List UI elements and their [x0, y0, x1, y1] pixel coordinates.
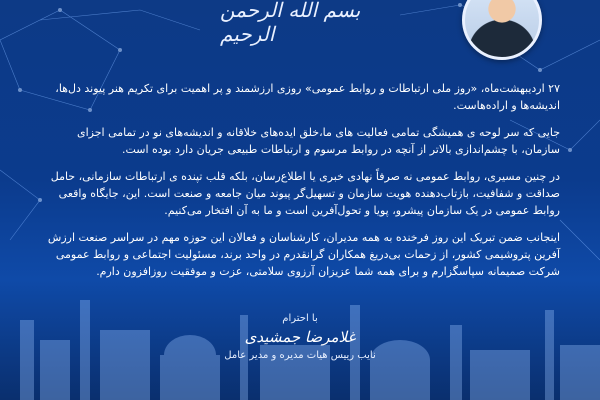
paragraph-1: ۲۷ اردیبهشت‌ماه، «روز ملی ارتباطات و روابط عمومی» روزی ارزشمند و پر اهمیت برای تکریم هنر پیوند دل‌ها، اندیشه‌ها و اراده‌هاست. [55, 82, 560, 112]
regards-text: با احترام [282, 313, 318, 324]
signature-name: غلامرضا جمشیدی [244, 328, 356, 346]
basmala-calligraphy: بسم الله الرحمن الرحیم [220, 0, 361, 46]
ceo-portrait [462, 0, 542, 60]
paragraph-4: اینجانب ضمن تبریک این روز فرخنده به همه مدیران، کارشناسان و فعالان این حوزه مهم در سراسر صنعت ارزش آفرین پتروشیمی کشور، از زحمات بی‌دریغ همکاران گرانقدرم در واحد برند، مسئولیت اجتماعی و روابط عمومی شرکت صمیمانه سپاسگزارم و برای همه شما عزیزان آرزوی سلامتی، عزت و موفقیت روزافزون دارم. [47, 231, 560, 278]
signature-block [0, 313, 600, 361]
portrait-frame [456, 0, 548, 60]
paragraph-3: در چنین مسیری، روابط عمومی نه صرفاً نهادی خبری یا اطلاع‌رسان، بلکه قلب تپنده ی ارتباطات سازمانی، حامل صداقت و شفافیت، بازتاب‌دهنده هویت سازمان و تسهیل‌گر پیوند میان جامعه و صنعت است. این، جایگاه واقعی روابط عمومی در یک سازمان پیشرو، پویا و تحول‌آفرین است و ما به آن افتخار می‌کنیم. [50, 170, 560, 217]
letter-body [40, 80, 560, 290]
paragraph-2: جایی که سر لوحه ی همیشگی تمامی فعالیت های ما،خلق ایده‌های خلاقانه و اندیشه‌های نو در تمامی اجزای سازمان، با چشم‌اندازی بالاتر از آنچه در روابط مرسوم و ارتباطات طبیعی جریان دارد بوده است. [77, 126, 560, 156]
signature-role: نایب رییس هیات مدیره و مدیر عامل [224, 350, 376, 361]
